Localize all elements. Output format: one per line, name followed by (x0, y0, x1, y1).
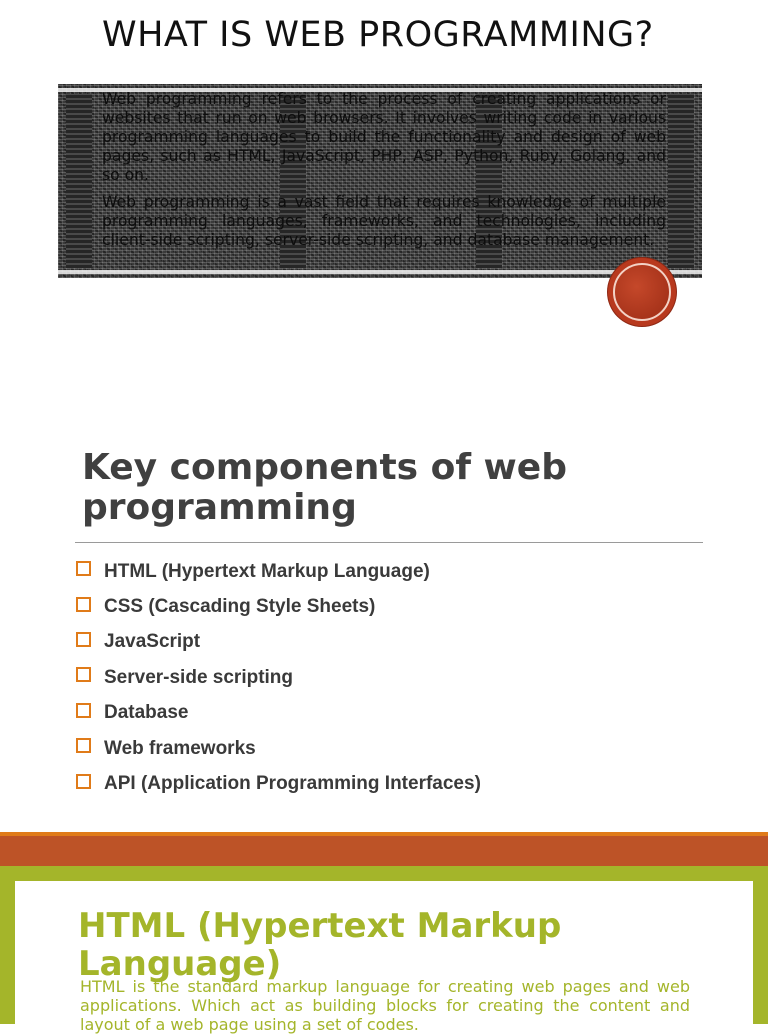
slide-body: HTML is the standard markup language for creating web pages and web applications. Which act as building blocks for creating the content and layout of a web page using a set of codes. (80, 977, 690, 1034)
list-item: JavaScript (76, 625, 481, 660)
list-item: HTML (Hypertext Markup Language) (76, 554, 481, 589)
list-item: Server-side scripting (76, 660, 481, 695)
list-item: CSS (Cascading Style Sheets) (76, 589, 481, 624)
slide-title: Key components of web programming (82, 447, 567, 528)
decorative-circle-icon (608, 258, 676, 326)
banner-stripe (0, 836, 768, 866)
checkbox-bullet-icon (76, 738, 91, 753)
checkbox-bullet-icon (76, 703, 91, 718)
slide-content-area (15, 881, 753, 1034)
component-list (76, 554, 481, 802)
paragraph: Web programming refers to the process of creating applications or websites that run on web browsers. It involves writing code in various programming languages to build the functionality and design of web pages, such as HTML, JavaScript, PHP, ASP, Python, Ruby, Golang, and so on. (102, 90, 666, 184)
checkbox-bullet-icon (76, 561, 91, 576)
slide-title: HTML (Hypertext Markup Language) (78, 906, 562, 984)
checkbox-bullet-icon (76, 774, 91, 789)
list-item: API (Application Programming Interfaces) (76, 766, 481, 801)
slide-what-is-web-programming (0, 0, 768, 410)
list-item: Web frameworks (76, 731, 481, 766)
slide-body (102, 90, 666, 258)
paragraph: Web programming is a vast field that requires knowledge of multiple programming languages, frameworks, and technologies, including client-side scripting, server-side scripting, and database management. (102, 193, 666, 249)
checkbox-bullet-icon (76, 632, 91, 647)
checkbox-bullet-icon (76, 667, 91, 682)
list-item: Database (76, 696, 481, 731)
slide-title: WHAT IS WEB PROGRAMMING? (102, 15, 654, 55)
checkbox-bullet-icon (76, 597, 91, 612)
divider (75, 542, 703, 543)
